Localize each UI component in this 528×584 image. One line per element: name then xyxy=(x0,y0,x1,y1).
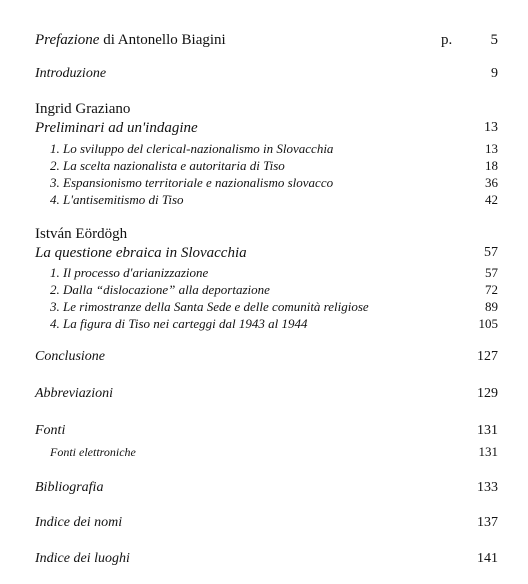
page-prefix: p. xyxy=(441,32,453,48)
subentry-title: 2. Dalla “dislocazione” alla deportazione xyxy=(50,282,270,297)
entry-title-author: di Antonello Biagini xyxy=(99,32,226,48)
page-number: 57 xyxy=(484,245,498,260)
entry-title: Abbreviazioni xyxy=(35,386,114,401)
toc-entry-conclusione xyxy=(0,347,528,367)
part-author: István Eördögh xyxy=(35,226,128,242)
toc-entry-indice-luoghi xyxy=(0,549,528,569)
page-number: 42 xyxy=(485,192,498,207)
toc-entry-abbreviazioni xyxy=(0,384,528,404)
toc-part1-author-row xyxy=(0,99,528,119)
subentry-title: 1. Lo sviluppo del clerical-nazionalismo in Slovacchia xyxy=(50,141,334,156)
toc-subentry xyxy=(0,314,528,334)
subentry-title: 4. La figura di Tiso nei carteggi dal 1943 al 1944 xyxy=(50,316,308,331)
part-title: La questione ebraica in Slovacchia xyxy=(35,245,247,261)
entry-title: Introduzione xyxy=(35,66,107,81)
page-number: 5 xyxy=(490,32,498,48)
page-number: 129 xyxy=(477,386,498,401)
toc-subentry xyxy=(0,190,528,210)
page-number: 133 xyxy=(477,480,498,495)
toc-part2-author-row xyxy=(0,224,528,244)
page-number: 89 xyxy=(485,299,498,314)
page-number: 18 xyxy=(485,158,498,173)
part-title: Preliminari ad un'indagine xyxy=(35,120,198,136)
toc-entry-indice-nomi xyxy=(0,513,528,533)
page-number: 137 xyxy=(477,515,498,530)
toc-subentry-fonti-elettroniche xyxy=(0,442,528,462)
page-number: 72 xyxy=(485,282,498,297)
entry-title: Indice dei nomi xyxy=(35,515,123,530)
entry-title: Fonti xyxy=(35,423,66,438)
toc-entry-fonti xyxy=(0,421,528,441)
page-number: 131 xyxy=(478,444,498,459)
entry-title: Bibliografia xyxy=(35,480,104,495)
page-number: 141 xyxy=(477,551,498,566)
page-number: 127 xyxy=(477,349,498,364)
page-number: 36 xyxy=(485,175,498,190)
toc-entry-bibliografia xyxy=(0,478,528,498)
subentry-title: 2. La scelta nazionalista e autoritaria di Tiso xyxy=(50,158,285,173)
page-number: 105 xyxy=(478,316,498,331)
page-number: 9 xyxy=(491,66,498,81)
toc-entry-introduzione xyxy=(0,64,528,84)
toc-entry-prefazione xyxy=(0,30,528,50)
entry-title xyxy=(35,30,226,50)
entry-title: Indice dei luoghi xyxy=(35,551,130,566)
part-author: Ingrid Graziano xyxy=(35,101,131,117)
subentry-title: 1. Il processo d'arianizzazione xyxy=(50,265,209,280)
entry-title-italic: Prefazione xyxy=(35,32,100,48)
entry-title: Conclusione xyxy=(35,349,105,364)
toc-part2-title-row xyxy=(0,243,528,263)
subentry-title: 3. Espansionismo territoriale e nazionalismo slovacco xyxy=(50,175,334,190)
page-number: 13 xyxy=(485,141,498,156)
subentry-title: 3. Le rimostranze della Santa Sede e delle comunità religiose xyxy=(50,299,369,314)
page-number: 13 xyxy=(484,120,498,135)
subentry-title: 4. L'antisemitismo di Tiso xyxy=(50,192,184,207)
toc-part1-title-row xyxy=(0,118,528,138)
subentry-title: Fonti elettroniche xyxy=(50,445,136,459)
page-number: 57 xyxy=(485,265,498,280)
page-number: 131 xyxy=(477,423,498,438)
